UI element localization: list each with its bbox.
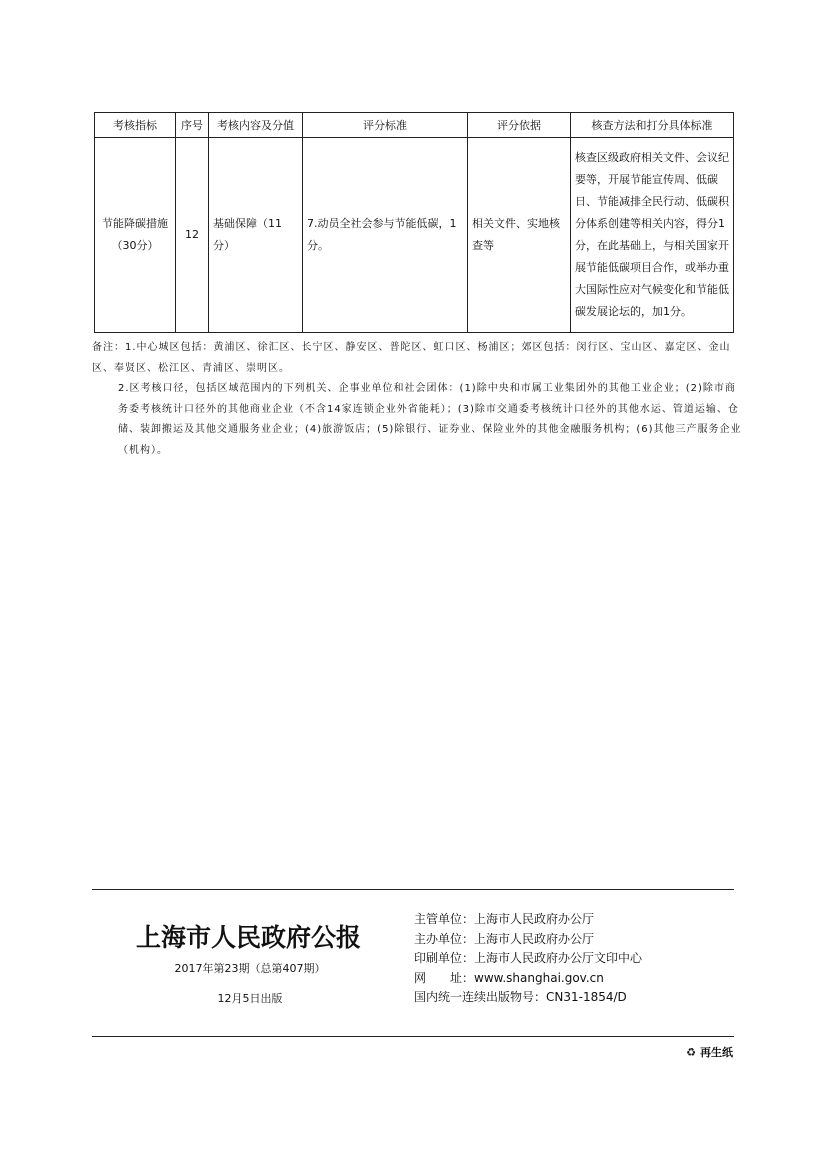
note-1 (92, 338, 742, 379)
notes (92, 338, 742, 461)
recycled-paper-mark (686, 1044, 733, 1060)
info-value: 上海市人民政府办公厅 (474, 931, 595, 946)
recycled-label: 再生纸 (700, 1046, 733, 1059)
header-cell: 序号 (176, 113, 209, 138)
assessment-table (94, 112, 734, 333)
info-key: 网 址： (414, 970, 475, 985)
publication-title: 上海市人民政府公报 (136, 923, 362, 952)
indicator-score: （30分） (111, 239, 159, 252)
note-1-text: 1.中心城区包括：黄浦区、徐汇区、长宁区、静安区、普陀区、虹口区、杨浦区；郊区包括：闵行区、宝山区、嘉定区、金山区、奉贤区、松江区、青浦区、崇明区。 (92, 342, 731, 374)
publication-info (414, 910, 642, 1008)
header-cell: 考核内容及分值 (209, 113, 303, 138)
indicator: 节能降碳措施 (102, 217, 168, 230)
info-value: CN31-1854/D (546, 990, 627, 1004)
basis-cell: 相关文件、实地核查等 (468, 138, 571, 333)
note-2: 2.区考核口径，包括区域范围内的下列机关、企事业单位和社会团体：(1)除中央和市属工业集团外的其他工业企业；(2)除市商务委考核统计口径外的其他商业企业（不含14家连锁企业外省能耗）；(3)除市交通委考核统计口径外的其他水运、管道运输、仓储、装卸搬运及其他交通服务业企业；(4)旅游饭店；(5)除银行、证券业、保险业外的其他金融服务机构；(6)其他三产服务企业（机构）。 (118, 383, 742, 456)
issue-number: 2017年第23期（总第407期） (174, 962, 326, 975)
info-value: 上海市人民政府办公厅 (474, 912, 595, 926)
criteria-cell: 7.动员全社会参与节能低碳，1分。 (303, 138, 468, 333)
notes-label: 备注： (92, 342, 125, 353)
info-value: www.shanghai.gov.cn (474, 970, 604, 985)
divider (92, 889, 734, 890)
table-row (95, 138, 734, 333)
seq-cell: 12 (176, 138, 209, 333)
info-line (414, 969, 642, 989)
header-cell: 评分标准 (303, 113, 468, 138)
content-cell: 基础保障（11分） (209, 138, 303, 333)
info-key: 国内统一连续出版物号： (414, 990, 547, 1004)
publish-date: 12月5日出版 (217, 992, 283, 1005)
info-key: 主办单位： (414, 931, 475, 946)
divider (92, 1036, 734, 1037)
header-cell: 评分依据 (468, 113, 571, 138)
info-key: 印刷单位： (414, 951, 475, 965)
info-key: 主管单位： (414, 912, 475, 926)
header-cell: 核查方法和打分具体标准 (571, 113, 734, 138)
table-header-row (95, 113, 734, 138)
header-cell: 考核指标 (95, 113, 176, 138)
indicator-cell (95, 138, 176, 333)
info-line (414, 988, 642, 1008)
recycle-icon: ♻ (686, 1046, 697, 1059)
info-line (414, 949, 642, 969)
info-value: 上海市人民政府办公厅文印中心 (474, 951, 643, 965)
info-line (414, 910, 642, 930)
method-cell: 核查区级政府相关文件、会议纪要等，开展节能宣传周、低碳日、节能减排全民行动、低碳积分体系创建等相关内容，得分1分，在此基础上，与相关国家开展节能低碳项目合作，或举办重大国际性应对气候变化和节能低碳发展论坛的，加1分。 (571, 138, 734, 333)
info-line (414, 930, 642, 950)
